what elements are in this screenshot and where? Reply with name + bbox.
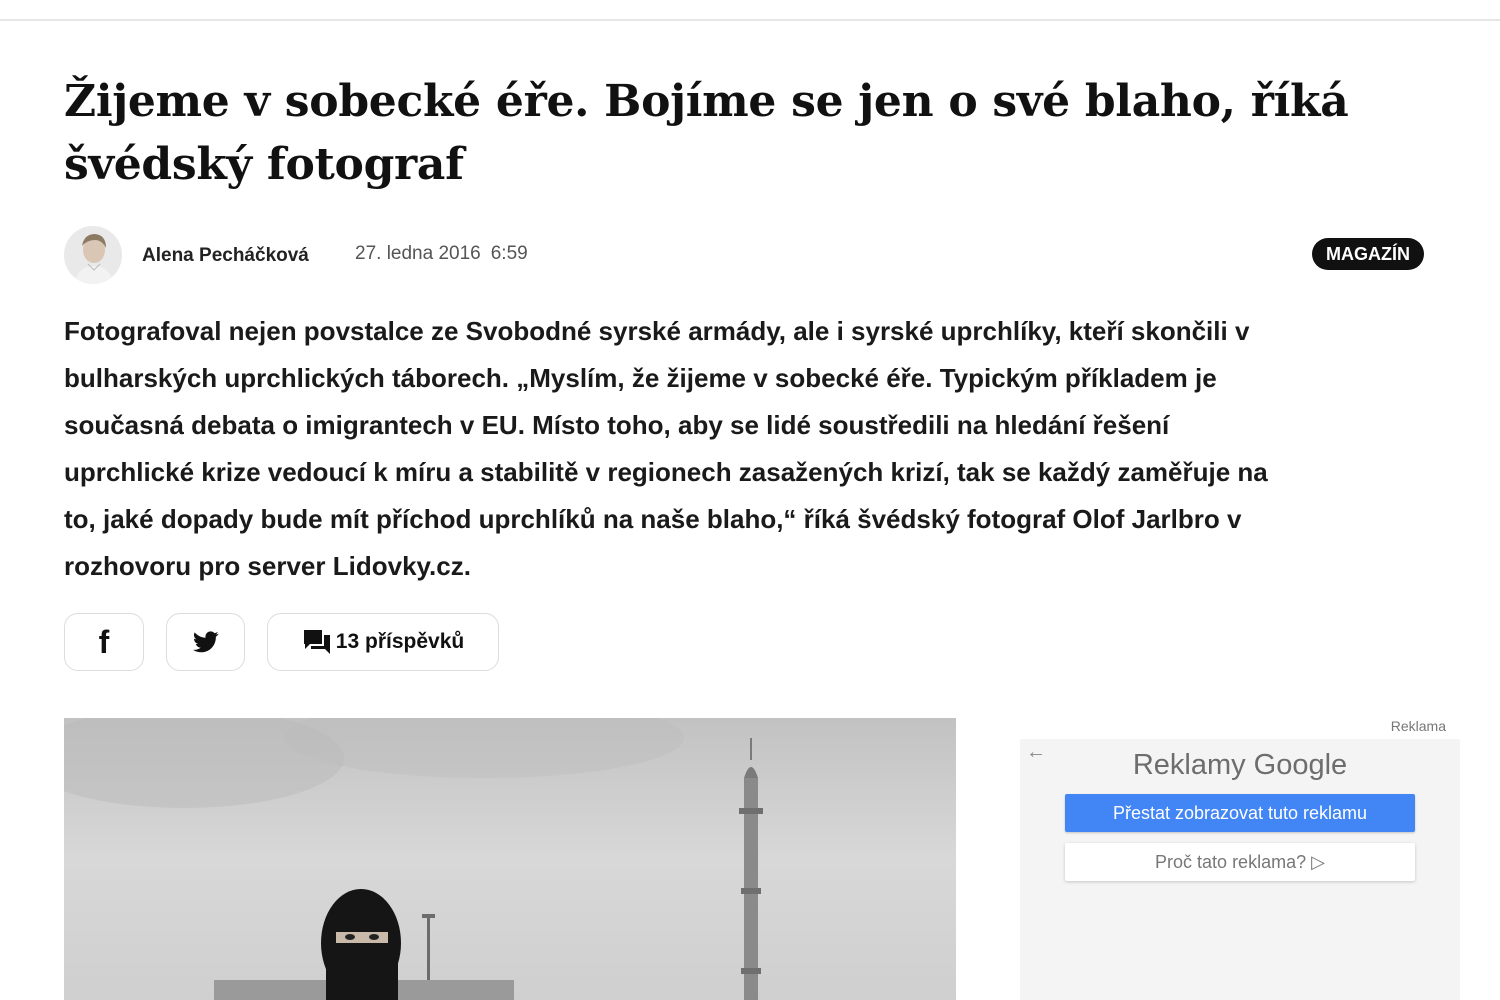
twitter-icon — [193, 631, 219, 653]
top-divider — [0, 19, 1500, 21]
stop-ad-button[interactable]: Přestat zobrazovat tuto reklamu — [1065, 794, 1415, 832]
article-perex: Fotografoval nejen povstalce ze Svobodné syrské armády, ale i syrské uprchlíky, kteří skončili v bulharských uprchlických táborech. „Myslím, že žijeme v sobecké éře. Typickým příkladem je současná debata o imigrantech v EU. Místo toho, aby se lidé soustředili na hledání řešení uprchlické krize vedoucí k míru a stabilitě v regionech zasažených krizí, tak se každý zaměřuje na to, jaké dopady bude mít příchod uprchlíků na naše blaho,“ říká švédský fotograf Olof Jarlbro v rozhovoru pro server Lidovky.cz. — [64, 316, 1268, 581]
ad-label: Reklama — [1390, 718, 1446, 734]
comments-count: 13 příspěvků — [335, 630, 465, 653]
ad-title: Reklamy Google — [1132, 749, 1348, 781]
publish-date — [355, 243, 528, 265]
facebook-icon: f — [98, 624, 110, 660]
author-photo-icon — [64, 226, 122, 284]
publish-time: 6:59 — [490, 243, 528, 264]
comments-icon — [302, 628, 332, 656]
twitter-share-button[interactable] — [166, 613, 245, 671]
why-ad-button[interactable]: Proč tato reklama? ▷ — [1065, 843, 1415, 881]
article-byline — [64, 226, 1424, 286]
article-photo-image — [64, 718, 956, 1000]
author-avatar[interactable] — [64, 226, 122, 284]
google-ad-panel — [1020, 739, 1460, 1000]
author-name[interactable]: Alena Pecháčková — [142, 245, 309, 266]
article-main-photo[interactable] — [64, 718, 956, 1000]
comments-button[interactable] — [267, 613, 499, 671]
section-badge[interactable]: MAGAZÍN — [1312, 238, 1424, 270]
facebook-share-button[interactable] — [64, 613, 144, 671]
arrow-left-icon[interactable]: ← — [1026, 741, 1046, 763]
publish-date-day: 27. ledna 2016 — [355, 243, 481, 264]
article-headline: Žijeme v sobecké éře. Bojíme se jen o své blaho, říká švédský fotograf — [64, 76, 1349, 190]
